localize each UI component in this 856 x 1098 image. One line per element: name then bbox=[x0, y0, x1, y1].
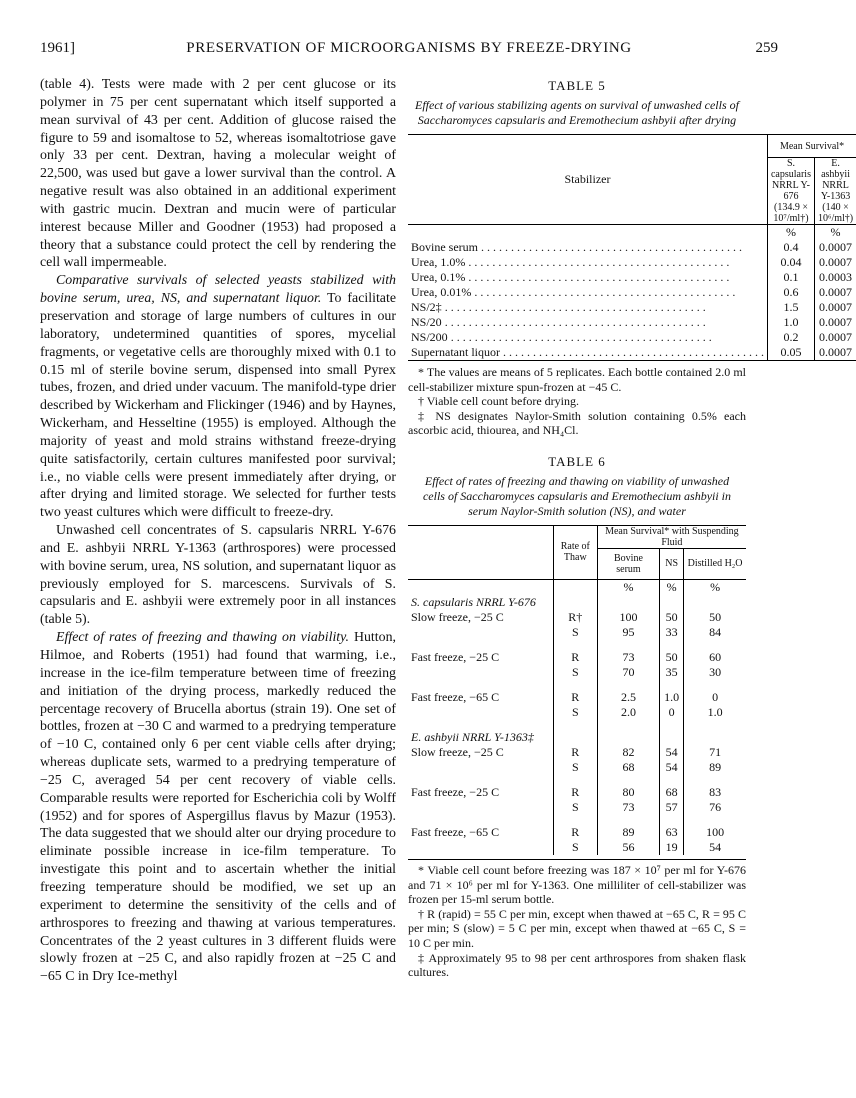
table6-cell-a: 73 bbox=[597, 650, 659, 665]
table6-block-label: Slow freeze, −25 C bbox=[411, 744, 504, 759]
table6-cell-b: 50 bbox=[660, 610, 684, 625]
table-row bbox=[408, 825, 746, 840]
paragraph-2-body: To facilitate preservation and storage of large numbers of cultures in our laboratory, undetermined quantities of spores, mycelial fragments, or vegetative cells are thoroughly mixed with 0.1 to 0.15 ml of sterile bovine serum, dispensed into small Pyrex tubes, frozen, and dried under vacuum. The manifold-type drier described by Wickerham and Flickinger (1946) and by Haynes, Wickerham, and Hesseltine (1955) is employed. Although the majority of yeast and mold strains withstand freeze-drying quite satisfactorily, certain cultures manifested poor survival; i.e., no viable cells were present immediately after drying, or after drying and limited storage. We selected for further tests two yeast cultures which were difficult to freeze-dry. bbox=[40, 291, 396, 521]
table6-cell-rate: R† bbox=[553, 610, 597, 625]
table6-cell-b: 1.0 bbox=[660, 690, 684, 705]
table6-cell-c: 50 bbox=[684, 610, 746, 625]
table6-cell-a: 89 bbox=[597, 825, 659, 840]
table5-cell-b: 0.0007 bbox=[814, 240, 856, 255]
table6-cell-rate: S bbox=[553, 840, 597, 855]
table6-col-a: Bovine serum bbox=[597, 548, 659, 579]
table5-row-label bbox=[408, 270, 767, 285]
table6-cell-b: 0 bbox=[660, 705, 684, 720]
page-number: 259 bbox=[755, 40, 778, 56]
table-row bbox=[408, 690, 746, 705]
table5-row-label bbox=[408, 300, 767, 315]
table-row bbox=[408, 650, 746, 665]
table6-block-label: Fast freeze, −65 C bbox=[411, 689, 500, 704]
table6-cell-rate: R bbox=[553, 650, 597, 665]
table-row bbox=[408, 785, 746, 800]
table6-cell-a: 82 bbox=[597, 745, 659, 760]
table6-organism: S. capsularis NRRL Y-676 bbox=[411, 594, 536, 609]
table-row bbox=[408, 800, 746, 815]
table6-cell-rate: R bbox=[553, 745, 597, 760]
table6-title: TABLE 6 bbox=[548, 453, 606, 469]
table6-col-group: Mean Survival* with Suspending Fluid bbox=[597, 525, 746, 548]
table6-cell-rate: S bbox=[553, 625, 597, 640]
table6-footnote: ‡ Approximately 95 to 98 per cent arthrospores from shaken flask cultures. bbox=[408, 950, 746, 980]
table-row bbox=[408, 345, 856, 361]
table-row bbox=[408, 625, 746, 640]
table5-row-label bbox=[408, 240, 767, 255]
table5-caption: Effect of various stabilizing agents on survival of unwashed cells of Saccharomyces capsularis and Eremothecium ashbyii after drying bbox=[415, 98, 739, 127]
table-row bbox=[408, 705, 746, 720]
table6 bbox=[408, 525, 746, 855]
table6-cell-rate: S bbox=[553, 705, 597, 720]
table5-col-group: Mean Survival* bbox=[767, 135, 856, 158]
table6-block-label: Slow freeze, −25 C bbox=[411, 609, 504, 624]
table5-cell-b: 0.0007 bbox=[814, 255, 856, 270]
table5-footnote: ‡ NS designates Naylor-Smith solution containing 0.5% each ascorbic acid, thiourea, and NH₄Cl. bbox=[408, 408, 746, 438]
paragraph-2 bbox=[40, 272, 396, 522]
table6-cell-b: 54 bbox=[660, 745, 684, 760]
table6-cell-a: 73 bbox=[597, 800, 659, 815]
table6-unit-c: % bbox=[684, 579, 746, 595]
table6-col-c: Distilled H₂O bbox=[684, 548, 746, 579]
table-row bbox=[408, 745, 746, 760]
table6-block-label: Fast freeze, −25 C bbox=[411, 784, 500, 799]
table6-cell-c: 100 bbox=[684, 825, 746, 840]
table6-organism-row bbox=[408, 730, 746, 745]
table-row bbox=[408, 255, 856, 270]
table6-cell-rate: R bbox=[553, 690, 597, 705]
table5-cell-b: 0.0007 bbox=[814, 300, 856, 315]
table5-cell-b: 0.0007 bbox=[814, 330, 856, 345]
table5-footnote: † Viable cell count before drying. bbox=[418, 394, 580, 409]
table6-cell-a: 80 bbox=[597, 785, 659, 800]
header-year: 1961] bbox=[40, 40, 75, 56]
table6-cell-rate: R bbox=[553, 825, 597, 840]
paragraph-4 bbox=[40, 629, 396, 986]
table5-cell-b: 0.0007 bbox=[814, 315, 856, 330]
table5-cell-a: 0.2 bbox=[767, 330, 814, 345]
paragraph-4-body: Hutton, Hilmoe, and Roberts (1951) had found that warming, i.e., increase in the ice-film temperature between time of freezing and initiation of the drying process, markedly reduced the percentage recovery of Brucella abortus (strain 19). One set of bottles, frozen at −30 C and warmed to a predrying temperature of −10 C, contained only 6 per cent viable cells after drying; whereas duplicate sets, warmed to a predrying temperature of −25 C, averaged 54 per cent recovery of viable cells. Comparable results were reported for Escherichia coli by Wolff (1952) and for spores of Aspergillus flavus by Mazur (1953). The data suggested that we should alter our drying procedure to eliminate possible increase in ice-film temperature. To investigate this point and to ascertain whether the initial freezing temperature should be modified, we set up an experiment to determine the sensitivity of the cells and of arthrospores to freezing and thawing at various temperatures. Concentrates of the 2 yeast cultures in 3 different fluids were slowly frozen at −25 C, and also rapidly frozen at −25 C and −65 C in Dry Ice-methyl bbox=[40, 630, 397, 985]
table6-caption: Effect of rates of freezing and thawing on viability of unwashed cells of Saccharomyces capsularis and Eremothecium ashbyii in serum Naylor-Smith solution (NS), and water bbox=[422, 473, 732, 518]
table5-cell-a: 0.05 bbox=[767, 345, 814, 361]
table6-cell-c: 76 bbox=[684, 800, 746, 815]
paragraph-4-heading: Effect of rates of freezing and thawing on viability. bbox=[56, 630, 350, 646]
table5 bbox=[408, 134, 856, 361]
table6-cell-b: 19 bbox=[660, 840, 684, 855]
table5-footnotes bbox=[408, 365, 746, 438]
table6-cell-rate: R bbox=[553, 785, 597, 800]
table-row bbox=[408, 285, 856, 300]
table5-unit-a: % bbox=[767, 225, 814, 241]
table-row bbox=[408, 300, 856, 315]
table6-footnote: † R (rapid) = 55 C per min, except when thawed at −65 C, R = 95 C per min; S (slow) = 5 C per min, except when thawed at −65 C, S = 10 C per min. bbox=[408, 906, 746, 950]
table6-cell-c: 71 bbox=[684, 745, 746, 760]
table5-col-b: E. ashbyii NRRL Y-1363 (140 × 10⁶/ml†) bbox=[814, 158, 856, 225]
table6-cell-b: 57 bbox=[660, 800, 684, 815]
table6-cell-b: 54 bbox=[660, 760, 684, 775]
paragraph-1: (table 4). Tests were made with 2 per cent glucose or its polymer in 75 per cent supernatant which itself supported a mean survival of 43 per cent. Addition of glucose raised the figure to 59 and isomaltose to 52, whereas isomaltotriose gave only 33 per cent. Dextran, having a molecular weight of 22,500, was used but gave a lower survival than the control. A negative result was also obtained in an additional experiment with gastric mucin. Dextran and mucin were of particular interest because Miller and Goodner (1953) had proposed a theory that a substance could protect the cell by rendering the cell wall impermeable. bbox=[40, 77, 396, 271]
table6-cell-c: 83 bbox=[684, 785, 746, 800]
table-row bbox=[408, 240, 856, 255]
table6-cell-a: 2.5 bbox=[597, 690, 659, 705]
paragraph-2-heading: Comparative survivals of selected yeasts stabilized with bovine serum, urea, NS, and supernatant liquor. bbox=[40, 273, 396, 307]
table6-cell-c: 89 bbox=[684, 760, 746, 775]
table-row bbox=[408, 665, 746, 680]
table6-cell-c: 60 bbox=[684, 650, 746, 665]
table5-unit-b: % bbox=[814, 225, 856, 241]
table6-block-label: Fast freeze, −25 C bbox=[411, 649, 500, 664]
table6-cell-c: 30 bbox=[684, 665, 746, 680]
paragraph-3: Unwashed cell concentrates of S. capsularis NRRL Y-676 and E. ashbyii NRRL Y-1363 (arthrospores) were processed with bovine serum, urea, NS solution, and supernatant liquor as previously employed for S. marcescens. Survivals of S. capsularis and E. ashbyii were extremely poor in all instances (table 5). bbox=[40, 523, 396, 628]
header-title: PRESERVATION OF MICROORGANISMS BY FREEZE-DRYING bbox=[186, 40, 632, 56]
table6-footnote: * Viable cell count before freezing was 187 × 10⁷ per ml for Y-676 and 71 × 10⁶ per ml for Y-1363. One milliliter of cell-stabilizer was frozen per 15-ml serum bottle. bbox=[408, 862, 746, 907]
table5-row-label-text: NS/200 . . . bbox=[411, 330, 764, 345]
table5-row-label-text: Bovine serum . . . bbox=[411, 240, 764, 255]
running-header bbox=[40, 40, 778, 62]
table6-cell-a: 70 bbox=[597, 665, 659, 680]
table6-col-b: NS bbox=[660, 548, 684, 579]
table6-col-rate: Rate of Thaw bbox=[553, 525, 597, 579]
table6-cell-b: 35 bbox=[660, 665, 684, 680]
table5-cell-b: 0.0007 bbox=[814, 345, 856, 361]
table5-footnote: * The values are means of 5 replicates. Each bottle contained 2.0 ml cell-stabilizer mixture spun-frozen at −45 C. bbox=[408, 365, 746, 394]
table5-cell-a: 0.1 bbox=[767, 270, 814, 285]
table5-row-label bbox=[408, 315, 767, 330]
table6-cell-rate: S bbox=[553, 665, 597, 680]
table5-row-label-text: Urea, 1.0% . . . bbox=[411, 255, 764, 270]
table5-row-label-text: NS/20 . . . bbox=[411, 315, 764, 330]
table5-cell-b: 0.0007 bbox=[814, 285, 856, 300]
table6-cell-a: 56 bbox=[597, 840, 659, 855]
table5-col-stabilizer: Stabilizer bbox=[564, 172, 611, 186]
table6-unit-b: % bbox=[660, 579, 684, 595]
table5-cell-a: 1.5 bbox=[767, 300, 814, 315]
table6-cell-a: 95 bbox=[597, 625, 659, 640]
left-column bbox=[40, 76, 396, 986]
table5-row-label-text: Urea, 0.01% . . . bbox=[411, 285, 764, 300]
table6-cell-b: 63 bbox=[660, 825, 684, 840]
table-row bbox=[408, 270, 856, 285]
table5-cell-a: 0.6 bbox=[767, 285, 814, 300]
table6-cell-a: 100 bbox=[597, 610, 659, 625]
table6-cell-b: 33 bbox=[660, 625, 684, 640]
table-row bbox=[408, 315, 856, 330]
table5-row-label bbox=[408, 255, 767, 270]
table5-row-label-text: Urea, 0.1% . . . bbox=[411, 270, 764, 285]
table6-block-label: Fast freeze, −65 C bbox=[411, 824, 500, 839]
table6-organism: E. ashbyii NRRL Y-1363‡ bbox=[411, 729, 534, 744]
table5-row-label-text: Supernatant liquor . . . bbox=[411, 345, 764, 360]
table6-cell-c: 84 bbox=[684, 625, 746, 640]
table5-row-label bbox=[408, 285, 767, 300]
table6-unit-a: % bbox=[597, 579, 659, 595]
table5-row-label bbox=[408, 345, 767, 361]
table5-cell-a: 0.4 bbox=[767, 240, 814, 255]
table-row bbox=[408, 840, 746, 855]
table5-cell-b: 0.0003 bbox=[814, 270, 856, 285]
table5-row-label bbox=[408, 330, 767, 345]
right-column bbox=[408, 74, 854, 980]
table6-footnotes bbox=[408, 859, 746, 980]
table-row bbox=[408, 610, 746, 625]
table6-cell-c: 0 bbox=[684, 690, 746, 705]
table6-cell-b: 50 bbox=[660, 650, 684, 665]
table6-cell-rate: S bbox=[553, 760, 597, 775]
table6-organism-row bbox=[408, 595, 746, 610]
table6-cell-a: 2.0 bbox=[597, 705, 659, 720]
table6-cell-a: 68 bbox=[597, 760, 659, 775]
table5-cell-a: 0.04 bbox=[767, 255, 814, 270]
table-row bbox=[408, 760, 746, 775]
table6-cell-c: 54 bbox=[684, 840, 746, 855]
table6-cell-c: 1.0 bbox=[684, 705, 746, 720]
table5-cell-a: 1.0 bbox=[767, 315, 814, 330]
table5-row-label-text: NS/2‡ . . . bbox=[411, 300, 764, 315]
table6-cell-rate: S bbox=[553, 800, 597, 815]
table5-title: TABLE 5 bbox=[548, 78, 606, 93]
table5-col-a: S. capsularis NRRL Y-676 (134.9 × 10⁷/ml†) bbox=[767, 158, 814, 225]
table-row bbox=[408, 330, 856, 345]
table6-cell-b: 68 bbox=[660, 785, 684, 800]
